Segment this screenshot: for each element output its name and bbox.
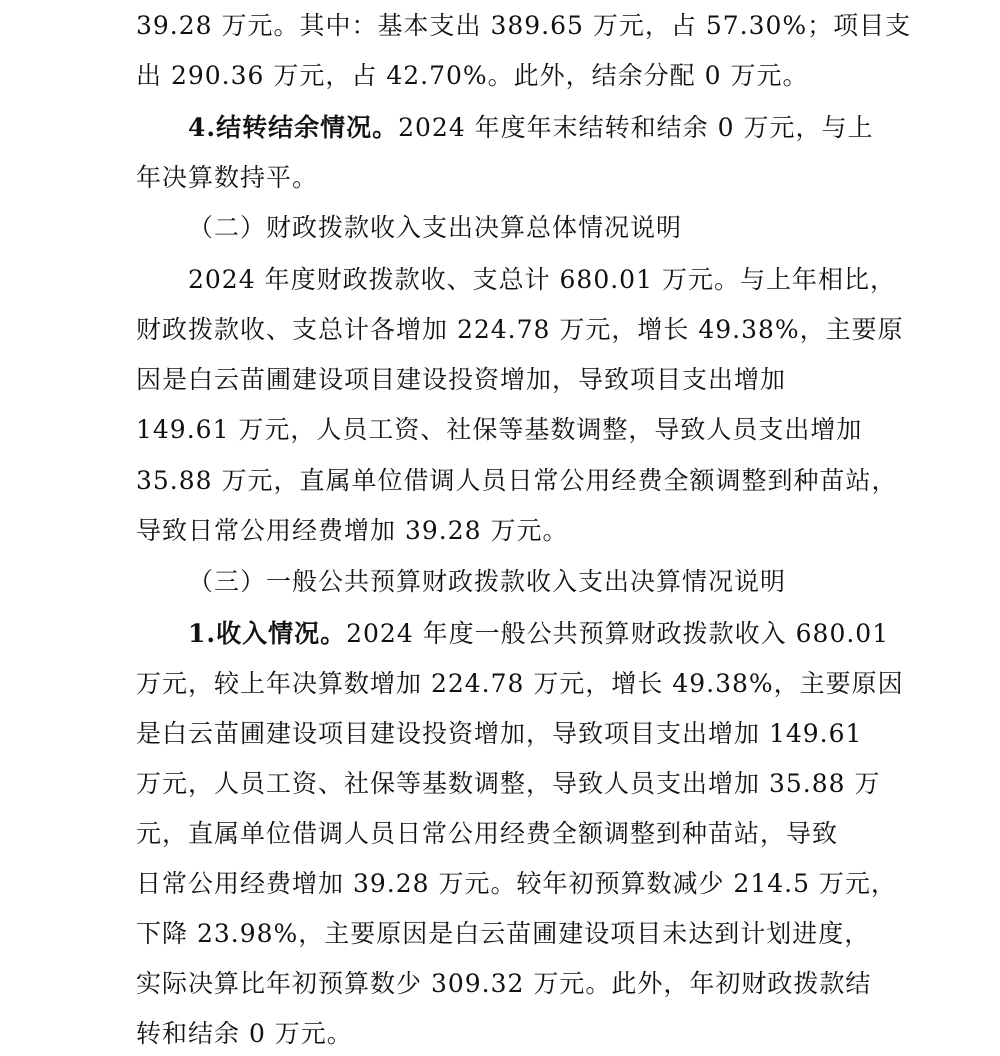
text-line: 元，直属单位借调人员日常公用经费全额调整到种苗站，导致: [136, 819, 839, 848]
text-line: 149.61 万元，人员工资、社保等基数调整，导致人员支出增加: [136, 415, 863, 444]
text-run: 2024 年度一般公共预算财政拨款收入 680.01: [346, 619, 890, 648]
text-line: 实际决算比年初预算数少 309.32 万元。此外，年初财政拨款结: [136, 969, 872, 998]
subsection-title: （二）财政拨款收入支出决算总体情况说明: [188, 213, 683, 242]
text-line: 年决算数持平。: [136, 163, 319, 192]
text-run: 2024 年度年末结转和结余 0 万元，与上: [398, 113, 874, 142]
text-line: 因是白云苗圃建设项目建设投资增加，导致项目支出增加: [136, 365, 787, 394]
section-heading: 1.收入情况。: [188, 619, 347, 648]
subsection-title: （三）一般公共预算财政拨款收入支出决算情况说明: [188, 567, 787, 596]
text-line: 下降 23.98%，主要原因是白云苗圃建设项目未达到计划进度，: [136, 919, 871, 948]
text-line: 是白云苗圃建设项目建设投资增加，导致项目支出增加 149.61: [136, 719, 863, 748]
text-line: 万元，人员工资、社保等基数调整，导致人员支出增加 35.88 万: [136, 769, 881, 798]
text-line: 出 290.36 万元，占 42.70%。此外，结余分配 0 万元。: [136, 61, 809, 90]
text-line: 财政拨款收、支总计各增加 224.78 万元，增长 49.38%，主要原: [136, 315, 904, 344]
text-line: 2024 年度财政拨款收、支总计 680.01 万元。与上年相比，: [188, 265, 896, 294]
text-line: 转和结余 0 万元。: [136, 1019, 353, 1048]
text-line: 日常公用经费增加 39.28 万元。较年初预算数减少 214.5 万元，: [136, 869, 897, 898]
section-heading: 4.结转结余情况。: [188, 113, 399, 142]
text-line: 39.28 万元。其中：基本支出 389.65 万元，占 57.30%；项目支: [136, 11, 912, 40]
text-line: 导致日常公用经费增加 39.28 万元。: [136, 516, 569, 545]
text-line: 35.88 万元，直属单位借调人员日常公用经费全额调整到种苗站，: [136, 466, 898, 495]
text-line: 万元，较上年决算数增加 224.78 万元，增长 49.38%，主要原因: [136, 669, 904, 698]
text-line: [188, 616, 889, 652]
text-line: [188, 110, 873, 146]
